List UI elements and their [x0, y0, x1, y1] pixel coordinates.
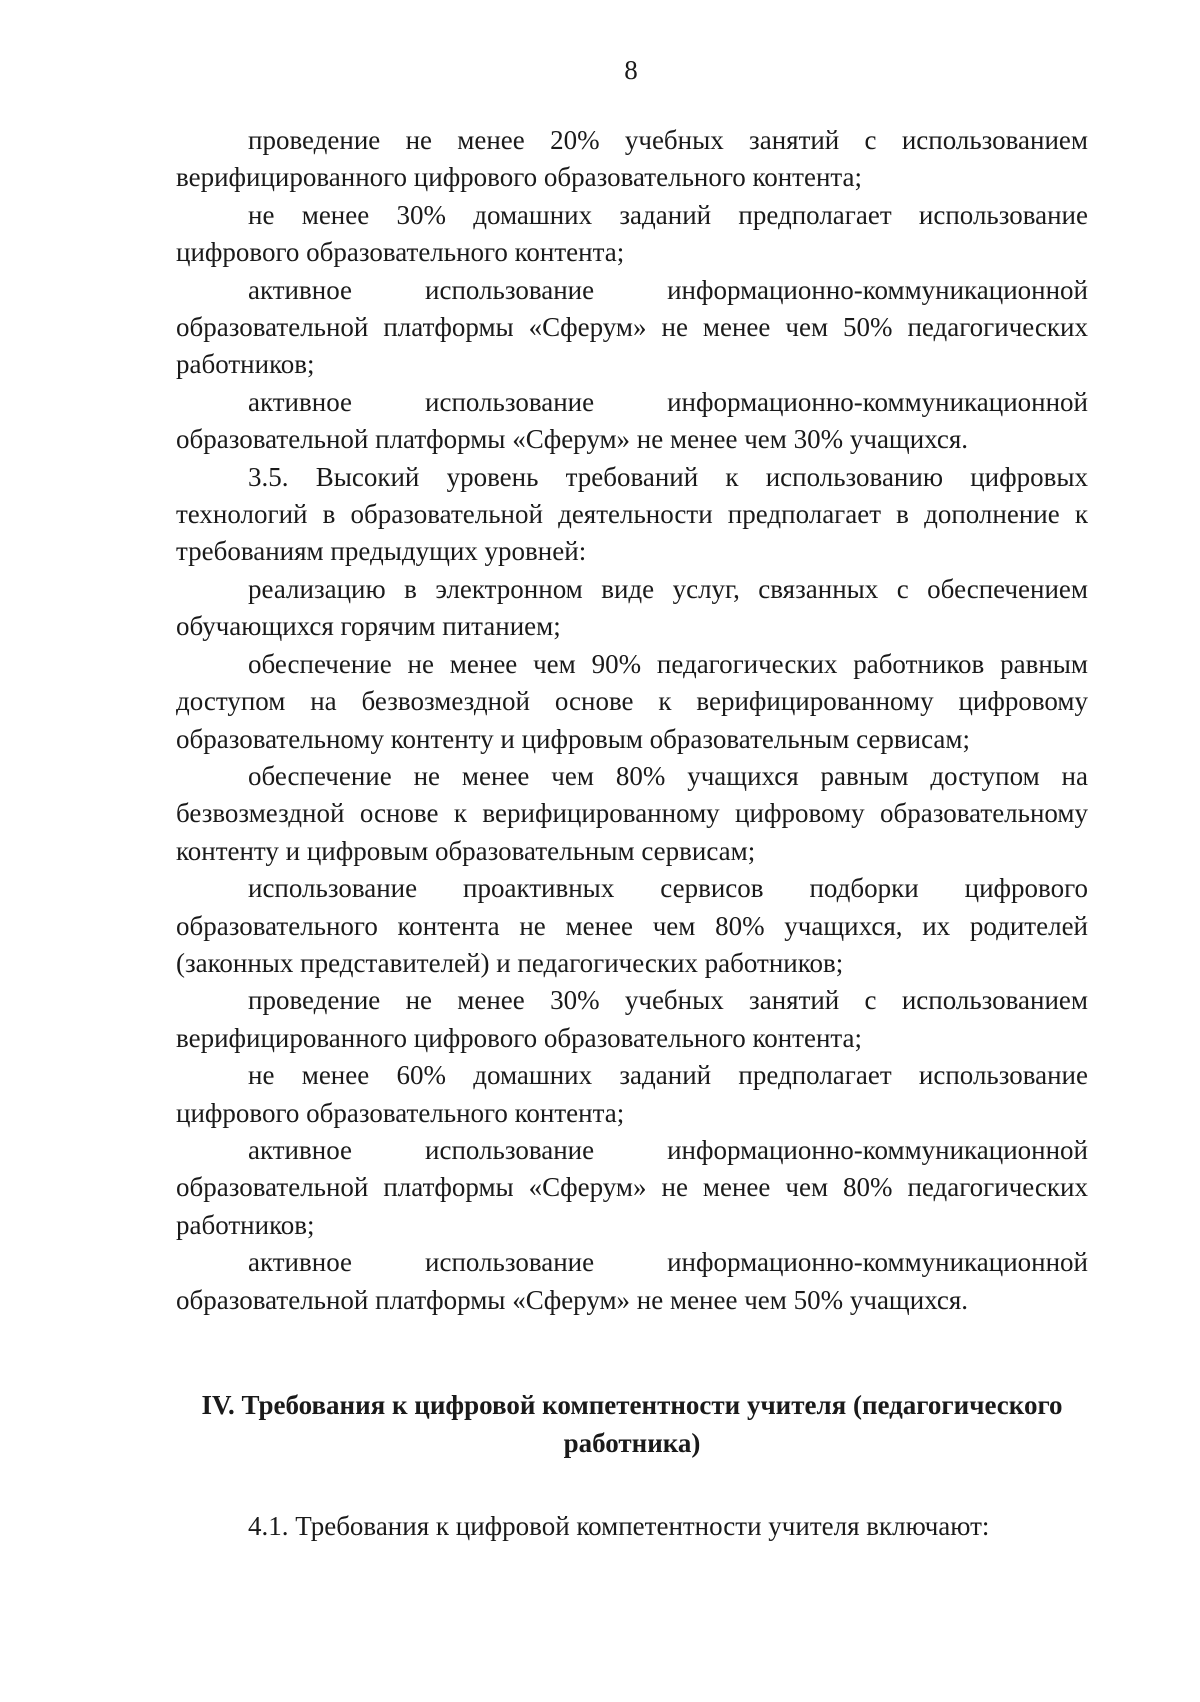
paragraph: активное использование информационно-коммуникационной образовательной платформы «Сферум» не менее чем 50% учащихся. — [176, 1247, 1088, 1315]
paragraph: активное использование информационно-коммуникационной образовательной платформы «Сферум» не менее чем 80% педагогических работников; — [176, 1134, 1088, 1240]
closing-paragraph: 4.1. Требования к цифровой компетентности учителя включают: — [248, 1511, 990, 1541]
paragraph: активное использование информационно-коммуникационной образовательной платформы «Сферум» не менее чем 30% учащихся. — [176, 386, 1088, 455]
paragraph: реализацию в электронном виде услуг, связанных с обеспечением обучающихся горячим питанием; — [176, 573, 1088, 642]
paragraph: 3.5. Высокий уровень требований к использованию цифровых технологий в образовательной деятельности предполагает в дополнение к требованиям предыдущих уровней: — [176, 461, 1088, 567]
body-text — [176, 122, 1088, 1319]
paragraph: использование проактивных сервисов подборки цифрового образовательного контента не менее чем 80% учащихся, их родителей (законных представителей) и педагогических работников; — [176, 873, 1088, 978]
paragraph: не менее 30% домашних заданий предполагает использование цифрового образовательного контента; — [176, 199, 1088, 268]
paragraph: обеспечение не менее чем 90% педагогических работников равным доступом на безвозмездной основе к верифицированному цифровому образовательному контенту и цифровым образовательным сервисам; — [176, 648, 1088, 754]
paragraph: не менее 60% домашних заданий предполагает использование цифрового образовательного контента; — [176, 1060, 1088, 1128]
paragraph: активное использование информационно-коммуникационной образовательной платформы «Сферум» не менее чем 50% педагогических работников; — [176, 274, 1088, 380]
page-number: 8 — [624, 55, 638, 85]
paragraph: проведение не менее 30% учебных занятий с использованием верифицированного цифрового образовательного контента; — [176, 985, 1088, 1053]
paragraph: обеспечение не менее чем 80% учащихся равным доступом на безвозмездной основе к верифицированному цифровому образовательному контенту и цифровым образовательным сервисам; — [176, 760, 1088, 866]
section-heading: IV. Требования к цифровой компетентности учителя (педагогического работника) — [201, 1390, 1063, 1458]
paragraph: проведение не менее 20% учебных занятий с использованием верифицированного цифрового образовательного контента; — [176, 125, 1088, 193]
